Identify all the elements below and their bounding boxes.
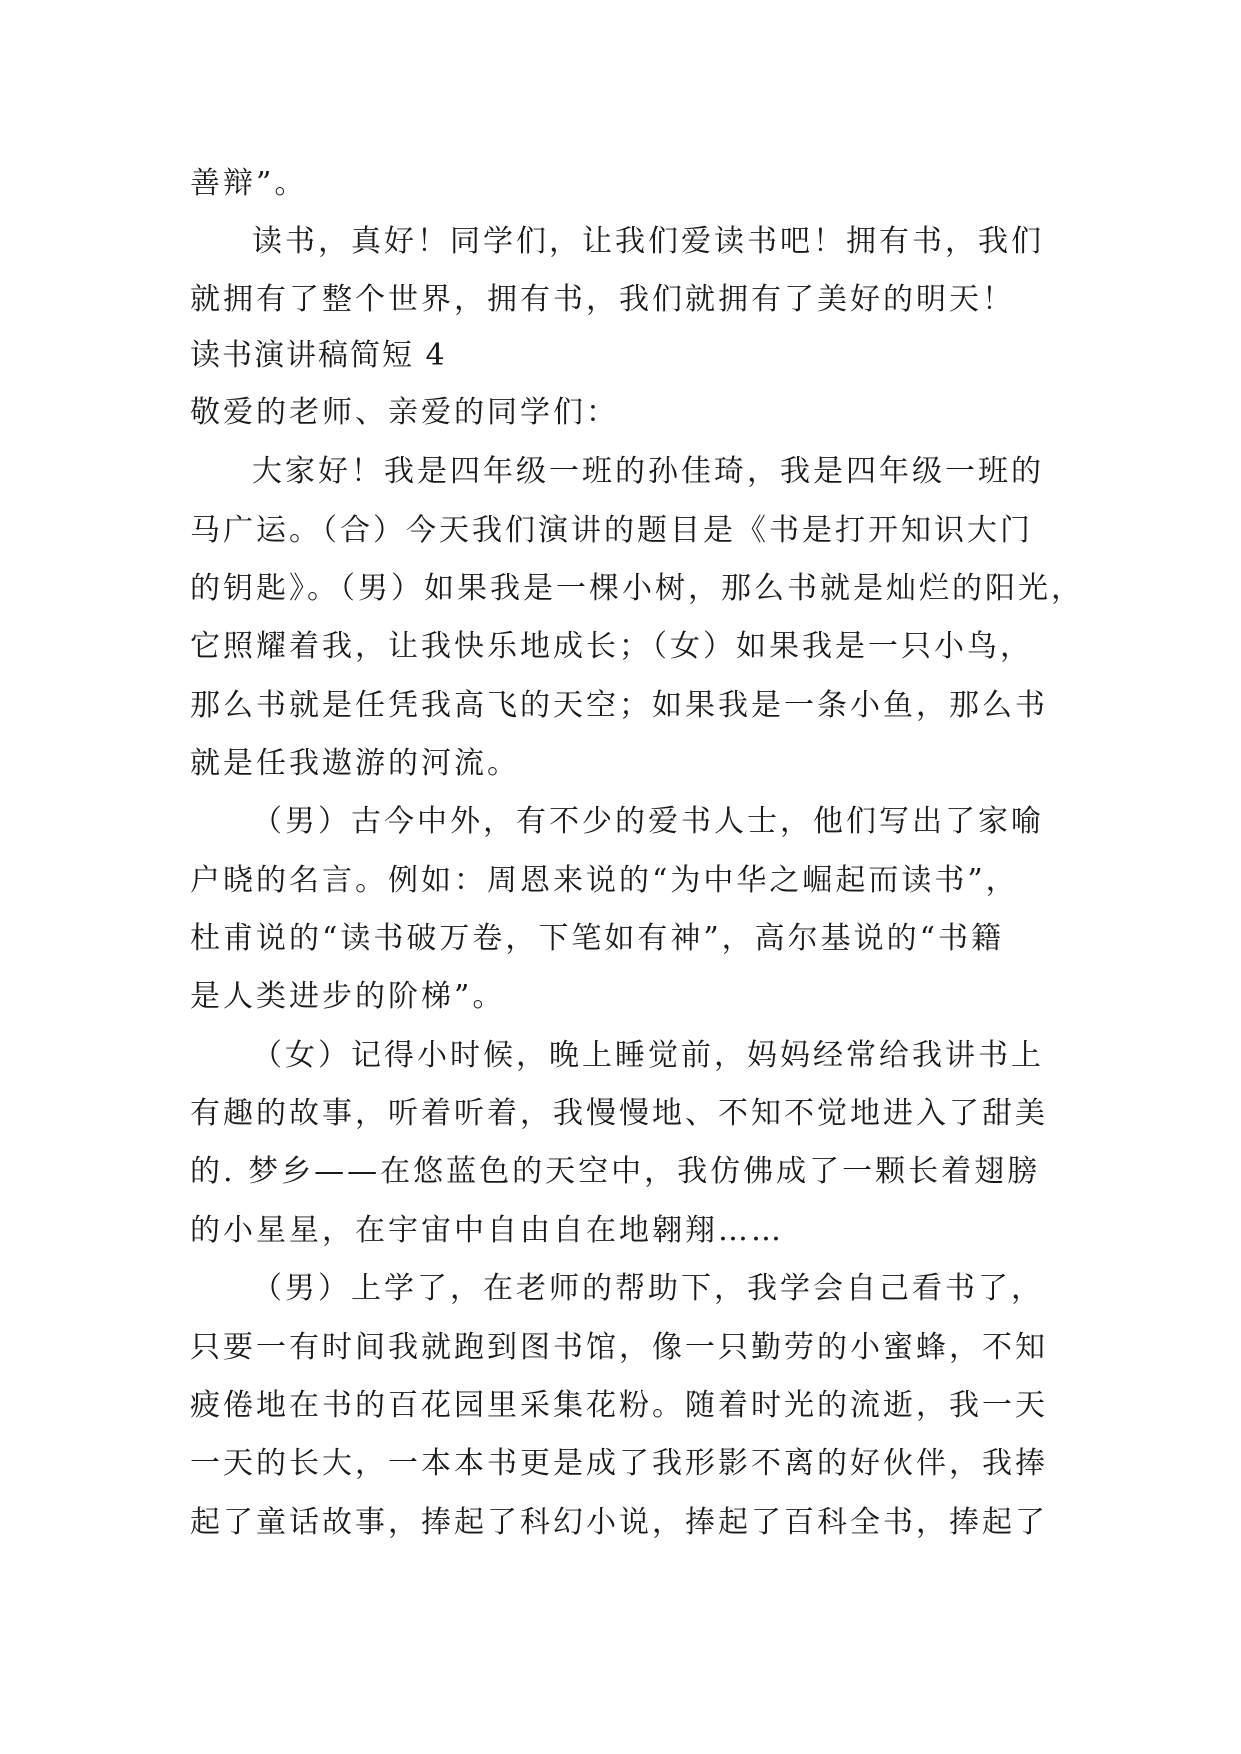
text-line: 的小星星，在宇宙中自由自在地翱翔…… [190, 1213, 784, 1248]
text-line: 大家好！我是四年级一班的孙佳琦，我是四年级一班的 [252, 454, 1044, 489]
text-line: （女）记得小时候，晚上睡觉前，妈妈经常给我讲书上 [252, 1038, 1044, 1073]
text-line: 就拥有了整个世界，拥有书，我们就拥有了美好的明天！ [190, 282, 1015, 317]
text-line: 是人类进步的阶梯”。 [190, 979, 506, 1014]
text-line: 善辩”。 [190, 166, 308, 201]
text-line: 马广运。（合）今天我们演讲的题目是《书是打开知识大门 [190, 513, 1033, 548]
text-line: 就是任我遨游的河流。 [190, 746, 520, 781]
text-line: 疲倦地在书的百花园里采集花粉。随着时光的流逝，我一天 [190, 1388, 1048, 1423]
text-line: 杜甫说的“读书破万卷，下笔如有神”，高尔基说的“书籍 [190, 921, 1005, 956]
text-line: 有趣的故事，听着听着，我慢慢地、不知不觉地进入了甜美 [190, 1096, 1048, 1131]
text-line: （男）上学了，在老师的帮助下，我学会自己看书了， [252, 1271, 1044, 1306]
text-line: 起了童话故事，捧起了科幻小说，捧起了百科全书，捧起了 [190, 1505, 1048, 1540]
text-line: 它照耀着我，让我快乐地成长；（女）如果我是一只小鸟， [190, 629, 1033, 664]
section-heading: 读书演讲稿简短 4 [190, 338, 447, 373]
text-line: 户晓的名言。例如：周恩来说的“为中华之崛起而读书”， [190, 863, 1019, 898]
text-line: 一天的长大，一本本书更是成了我形影不离的好伙伴，我捧 [190, 1446, 1048, 1481]
text-line: 的. 梦乡——在悠蓝色的天空中，我仿佛成了一颗长着翅膀 [190, 1154, 1041, 1189]
text-line: 那么书就是任凭我高飞的天空；如果我是一条小鱼，那么书 [190, 688, 1048, 723]
text-line: （男）古今中外，有不少的爱书人士，他们写出了家喻 [252, 804, 1044, 839]
text-line: 读书，真好！同学们，让我们爱读书吧！拥有书，我们 [252, 224, 1044, 259]
text-line: 只要一有时间我就跑到图书馆，像一只勤劳的小蜜蜂，不知 [190, 1330, 1048, 1365]
text-line: 的钥匙》。（男）如果我是一棵小树，那么书就是灿烂的阳光， [190, 571, 1084, 606]
salutation: 敬爱的老师、亲爱的同学们： [190, 395, 619, 430]
